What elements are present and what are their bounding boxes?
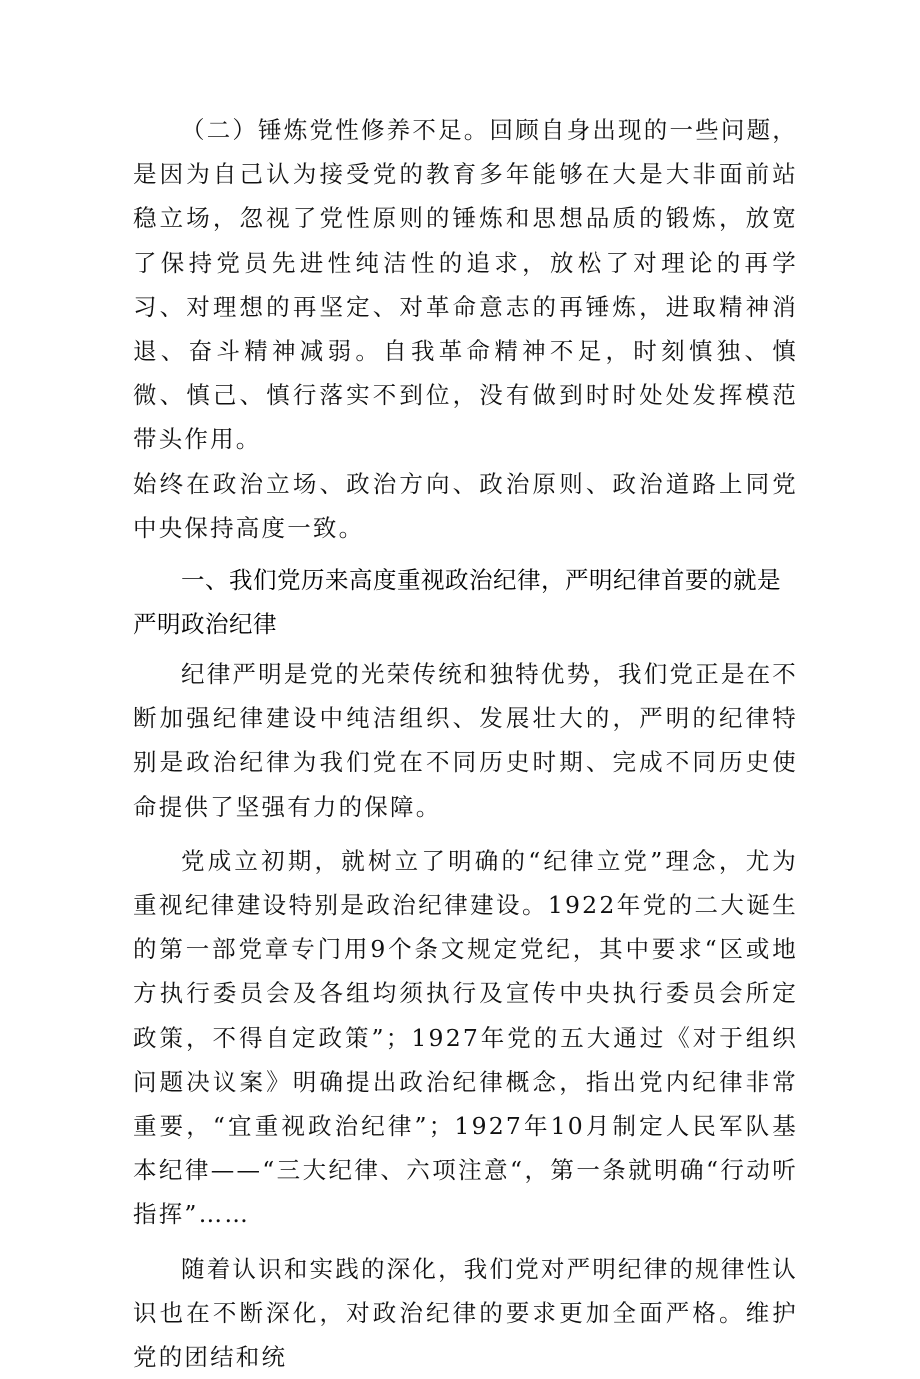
document-body <box>133 108 798 1379</box>
section-heading: 一、我们党历来高度重视政治纪律，严明纪律首要的就是严明政治纪律 <box>133 566 781 639</box>
paragraph-discipline-tradition: 纪律严明是党的光荣传统和独特优势，我们党正是在不断加强纪律建设中纯洁组织、发展壮大的，严明的纪律特别是政治纪律为我们党在不同历史时期、完成不同历史使命提供了坚强有力的保障。 <box>133 660 798 821</box>
paragraph-deepening-understanding: 随着认识和实践的深化，我们党对严明纪律的规律性认识也在不断深化，对政治纪律的要求更加全面严格。维护党的团结和统 <box>133 1254 798 1372</box>
paragraph-party-spirit: （二）锤炼党性修养不足。回顾自身出现的一些问题，是因为自己认为接受党的教育多年能够在大是大非面前站稳立场，忽视了党性原则的锤炼和思想品质的锻炼，放宽了保持党员先进性纯洁性的追求，放松了对理论的再学习、对理想的再坚定、对革命意志的再锤炼，进取精神消退、奋斗精神减弱。自我革命精神不足，时刻慎独、慎微、慎己、慎行落实不到位，没有做到时时处处发挥模范带头作用。 <box>133 116 798 454</box>
paragraph-early-history: 党成立初期，就树立了明确的“纪律立党”理念，尤为重视纪律建设特别是政治纪律建设。1922年党的二大诞生的第一部党章专门用9个条文规定党纪，其中要求“区或地方执行委员会及各组均须执行及宣传中央执行委员会所定政策，不得自定政策”；1927年党的五大通过《对于组织问题决议案》明确提出政治纪律概念，指出党内纪律非常重要，“宜重视政治纪律”；1927年10月制定人民军队基本纪律——“三大纪律、六项注意“，第一条就明确“行动听指挥”…… <box>133 846 798 1229</box>
paragraph-political-alignment: 始终在政治立场、政治方向、政治原则、政治道路上同党中央保持高度一致。 <box>133 469 798 542</box>
